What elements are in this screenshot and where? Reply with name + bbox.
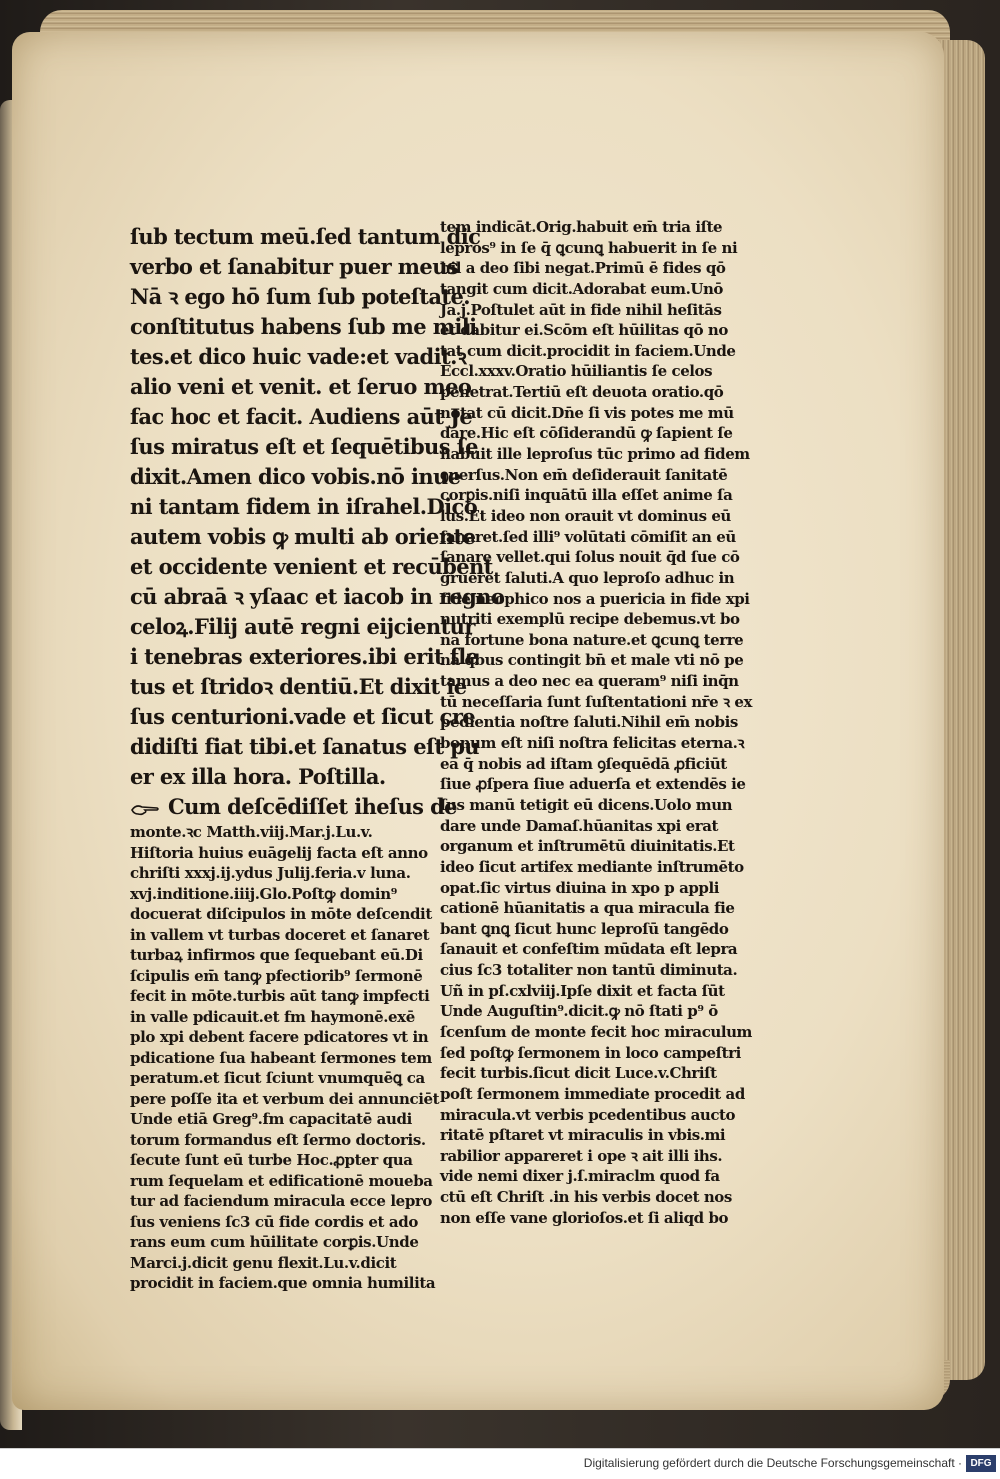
text-line: ſecute ſunt eū turbe Hoc.ꝓpter qua — [130, 1151, 413, 1169]
text-line: corꝑis.niſi inquātū illa eſſet anime ſa — [440, 486, 733, 505]
text-line: tū neceſſaria ſunt ſuſtentationi nr̄e ꝛ ex — [440, 692, 753, 711]
text-line: tus et ſtridoꝛ dentiū.Et dixit ie — [130, 674, 467, 699]
text-line: tat cum dicit.procidit in faciem.Unde — [440, 341, 736, 360]
text-line: ꝯuerſus.Non em̄ deſiderauit ſanitatē — [440, 465, 728, 484]
text-line: cius ſc3 totaliter non tantū diminuta. — [440, 961, 738, 980]
text-line: chriſti xxxj.ij.ydus Julij.feria.v luna. — [130, 864, 411, 882]
text-line: Marci.j.dicit genu flexit.Lu.v.dicit — [130, 1253, 397, 1272]
text-line: didiſti fiat tibi.et ſanatus eſt pu — [130, 734, 479, 759]
text-line: tangit cum dicit.Adorabat eum.Unō — [440, 279, 723, 298]
text-line: Nā ꝛ ego hō ſum ſub poteſtate. — [130, 284, 470, 309]
text-line: fide neophico nos a puericia in fide xpi — [440, 589, 750, 608]
text-line: pere poſſe ita et verbum dei annunciēt — [130, 1089, 440, 1108]
text-line: vide nemi dixer j.ſ.miraclm quod fa — [440, 1167, 720, 1186]
text-line: notat cū dicit.Dn̄e ſi vis potes me mū — [440, 403, 734, 422]
text-line: celoꝝ.Filij autē regni eijcientur — [130, 614, 475, 639]
text-line: ritatē pſtaret vt miraculis in vbis.mi — [440, 1126, 726, 1145]
text-line: nutriti exemplū recipe debemus.vt bo — [440, 610, 740, 629]
text-line: fecit in mōte.turbis aūt tanꝙ impfecti — [130, 987, 430, 1005]
text-line: ſiue ꝓſpera ſiue aduerſa et extendēs ie — [440, 775, 746, 794]
text-line: pdicatione ſua habeant ſermones tem — [130, 1048, 432, 1067]
text-line: ſus centurioni.vade et ſicut cre — [130, 704, 476, 729]
text-line: et occidente venient et recūbent — [130, 554, 493, 579]
left-column — [130, 222, 505, 1294]
text-line: Uñ in pſ.cxlviij.Ipſe dixit et facta ſūt — [440, 981, 725, 1000]
right-column — [440, 217, 780, 1228]
text-line: xvj.inditione.iiij.Glo.Poſtꝙ domin⁹ — [130, 884, 397, 903]
text-line: dare unde Damaſ.hūanitas xpi erat — [440, 816, 718, 835]
text-line: na fortune bona nature.et ꝗcunꝗ terre — [440, 630, 744, 649]
text-line: ideo ſicut artifex mediante inſtrumēto — [440, 857, 744, 876]
text-line: ſcenſum de monte fecit hoc miraculum — [440, 1022, 752, 1041]
text-line: ſus manū tetigit eū dicens.Uolo mun — [440, 795, 733, 814]
text-line: na q̄bus contingit bn̄ et male vti nō pe — [440, 651, 744, 670]
text-line: cū abraā ꝛ yſaac et iacob in regno — [130, 584, 505, 609]
text-line: tamus a deo nec ea queram⁹ niſi inq̄n — [440, 672, 739, 691]
text-line: alio veni et venit. et ſeruo meo — [130, 374, 472, 399]
text-line: pedientia noſtre ſaluti.Nihil em̄ nobis — [440, 713, 738, 732]
text-line: turbaꝝ infirmos que ſequebant eū.Di — [130, 946, 423, 964]
text-line: ſed poſtꝙ ſermonem in loco campeſtri — [440, 1043, 741, 1062]
text-line: poſt ſermonem immediate procedit ad — [440, 1084, 745, 1103]
text-line: opat.ſic virtus diuina in xpo p appli — [440, 878, 719, 897]
text-line: ſanauit et confeſtim mūdata eſt lepra — [440, 940, 738, 959]
text-line: cationē hūanitatis a qua miracula fie — [440, 899, 735, 918]
text-line: conſtitutus habens ſub me mili — [130, 314, 477, 339]
text-line: fecit turbis.ſicut dicit Luce.v.Chriſt — [440, 1064, 717, 1083]
text-line: rabilior appareret i ope ꝛ ait illi ihs. — [440, 1146, 723, 1165]
text-line: procidit in faciem.que omnia humilita — [130, 1274, 436, 1292]
text-line: torum formandus eſt ſermo doctoris. — [130, 1130, 426, 1149]
text-line: lepros⁹ in ſe q̄ ꝗcunꝗ habuerit in ſe ni — [440, 238, 738, 257]
digitization-footer — [0, 1448, 1000, 1479]
text-line — [130, 792, 457, 822]
text-line: penetrat.Tertiū eſt deuota oratio.qō — [440, 383, 724, 402]
left-column-small-text — [130, 822, 440, 1294]
text-line: ſus veniens ſc3 cū fide cordis et ado — [130, 1212, 418, 1231]
text-line: organum et inſtrumētū diuinitatis.Et — [440, 837, 735, 856]
funding-notice: Digitalisierung gefördert durch die Deutsche Forschungsgemeinschaft · — [583, 1456, 962, 1470]
text-line: in valle pdicauit.et fm haymonē.exē — [130, 1007, 415, 1026]
text-line: er ex illa hora. Poſtilla. — [130, 764, 386, 789]
text-line: ſus miratus eſt et ſequētibus ſe — [130, 434, 478, 459]
text-line: rans eum cum hūilitate corꝑis.Unde — [130, 1233, 419, 1251]
text-line: Hiſtoria huius euāgelij facta eſt anno — [130, 843, 428, 862]
text-line: habuit ille leproſus tūc primo ad fidem — [440, 445, 750, 464]
text-line: bonum eſt niſi noſtra felicitas eterna.ꝛ — [440, 734, 745, 753]
text-line: plo xpi debent facere pdicatores vt in — [130, 1028, 429, 1046]
text-line: Unde etiā Greg⁹.fm capacitatē audi — [130, 1110, 412, 1128]
text-line: monte.ꝛc Matth.viij.Mar.j.Lu.v. — [130, 823, 373, 841]
text-line: ſub tectum meū.ſed tantum dic — [130, 224, 481, 249]
book-page — [12, 32, 944, 1410]
text-line: grueret ſaluti.A quo leproſo adhuc in — [440, 568, 735, 587]
text-line: verbo et ſanabitur puer meus — [130, 254, 459, 279]
text-line: tes.et dico huic vade:et vadit.ꝛ — [130, 344, 467, 369]
text-line: ctū eſt Chriſt .in his verbis docet nos — [440, 1188, 732, 1207]
text-line: docuerat diſcipulos in mōte deſcendit — [130, 905, 432, 923]
text-line: lus.Et ideo non orauit vt dominus eū — [440, 506, 731, 525]
text-line: tem indicāt.Orig.habuit em̄ tria iſte — [440, 218, 723, 236]
text-line: in vallem vt turbas doceret et ſanaret — [130, 925, 430, 944]
text-line: ſanare vellet.qui ſolus nouit q̄d ſue cō — [440, 548, 740, 567]
text-line: autem vobis ꝙ multi ab oriente — [130, 524, 476, 549]
left-column-large-text — [130, 222, 505, 822]
text-line: miracula.vt verbis pcedentibus aucto — [440, 1105, 736, 1124]
text-line: fac hoc et facit. Audiens aūt Je — [130, 404, 473, 429]
text-line: ea q̄ nobis ad iſtam ꝯſequēdā ꝓficiūt — [440, 754, 727, 773]
text-line: ſcipulis em̄ tanꝙ pfectiorib⁹ ſermonē — [130, 966, 423, 985]
text-line: non eſſe vane glorioſos.et ſi aliqd bo — [440, 1208, 729, 1227]
text-line: et dabitur ei.Scōm eſt hūilitas qō no — [440, 321, 728, 340]
text-line: peratum.et ſicut ſciunt vnumquēꝗ ca — [130, 1069, 425, 1087]
text-line: dixit.Amen dico vobis.nō inue — [130, 464, 461, 489]
text-line: bant ꝗnꝗ ſicut hunc leproſū tangēdo — [440, 919, 729, 938]
text-line: rum ſequelam et edificationē moueba — [130, 1171, 433, 1190]
text-line: i tenebras exteriores.ibi erit fle — [130, 644, 479, 669]
text-line: tur ad faciendum miracula ecce lepro — [130, 1192, 433, 1210]
pointing-hand-icon — [130, 801, 160, 817]
text-line: Ja.j.Poſtulet aūt in fide nihil heſitās — [440, 300, 722, 319]
text-line: Unde Auguſtin⁹.dicit.ꝙ nō ſtati p⁹ ō — [440, 1002, 718, 1021]
text-line: dare.Hic eſt cōſiderandū ꝙ ſapient ſe — [440, 424, 733, 443]
text-line: Eccl.xxxv.Oratio hūiliantis ſe celos — [440, 362, 713, 381]
text-line: ſanaret.ſed illi⁹ volūtati cōmiſit an eū — [440, 527, 736, 546]
text-line-content: Cum deſcēdiſſet iheſus de — [168, 794, 457, 819]
text-line: ni tantam fidem in iſrahel.Dico — [130, 494, 478, 519]
text-line: hil a deo ſibi negat.Primū ē fides qō — [440, 259, 726, 278]
dfg-logo: DFG — [966, 1455, 996, 1472]
